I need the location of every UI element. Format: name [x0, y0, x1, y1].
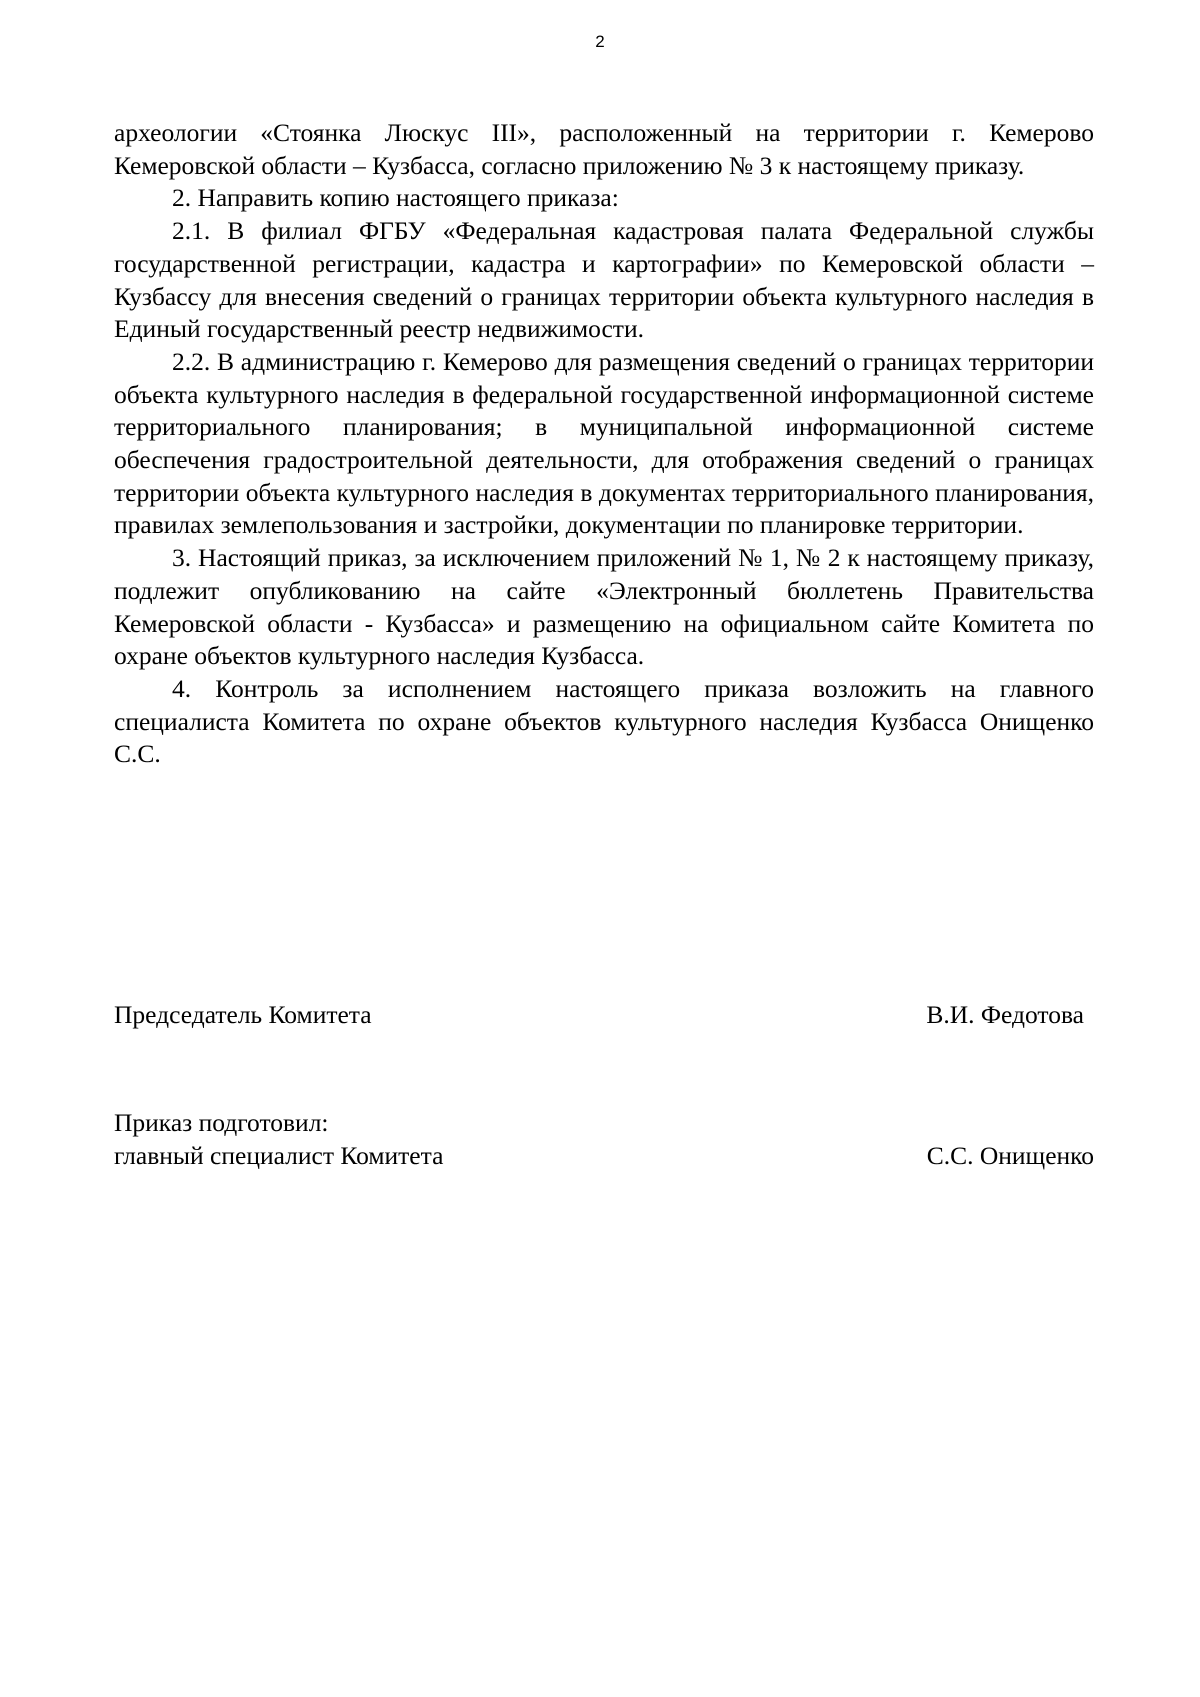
paragraph-continuation: археологии «Стоянка Люскус III», расположенный на территории г. Кемерово Кемеровской области – Кузбасса, согласно приложению № 3 к настоящему приказу. — [114, 118, 1094, 180]
chair-name: В.И. Федотова — [926, 1000, 1084, 1029]
paragraph-item-2-1: 2.1. В филиал ФГБУ «Федеральная кадастровая палата Федеральной службы государственной регистрации, кадастра и картографии» по Кемеровской области – Кузбассу для внесения сведений о границах территории объекта культурного наследия в Единый государственный реестр недвижимости. — [114, 216, 1094, 344]
chair-title: Председатель Комитета — [114, 1000, 372, 1029]
paragraph-item-2-2: 2.2. В администрацию г. Кемерово для размещения сведений о границах территории объекта культурного наследия в федеральной государственной информационной системе территориального планирования; в муниципальной информационной системе обеспечения градостроительной деятельности, для отображения сведений о границах территории объекта культурного наследия в документах территориального планирования, правилах землепользования и застройки, документации по планировке территории. — [114, 346, 1094, 540]
document-body — [114, 117, 1094, 771]
page-number: 2 — [595, 32, 605, 51]
prepared-by-label: Приказ подготовил: — [114, 1108, 329, 1137]
specialist-title: главный специалист Комитета — [114, 1141, 444, 1170]
paragraph-item-3: 3. Настоящий приказ, за исключением приложений № 1, № 2 к настоящему приказу, подлежит опубликованию на сайте «Электронный бюллетень Правительства Кемеровской области - Кузбасса» и размещению на официальном сайте Комитета по охране объектов культурного наследия Кузбасса. — [114, 543, 1094, 671]
paragraph-item-2: 2. Направить копию настоящего приказа: — [172, 183, 619, 213]
paragraph-item-4: 4. Контроль за исполнением настоящего приказа возложить на главного специалиста Комитета по охране объектов культурного наследия Кузбасса Онищенко С.С. — [114, 673, 1094, 769]
specialist-name: С.С. Онищенко — [926, 1141, 1094, 1170]
